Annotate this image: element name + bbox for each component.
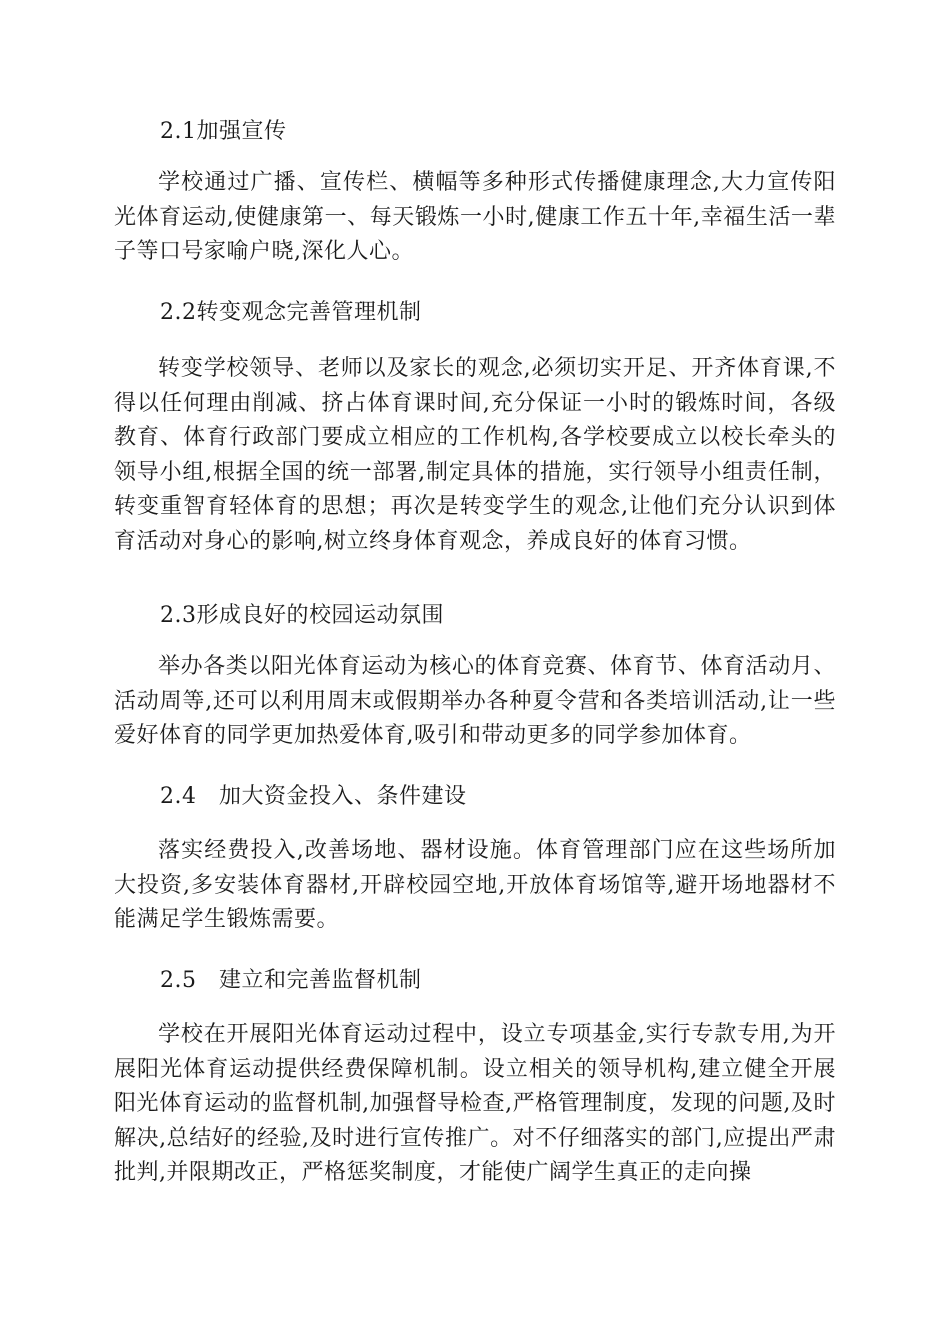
section-heading-2-2: 2.2转变观念完善管理机制 <box>160 300 422 325</box>
section-body-2-1: 学校通过广播、宣传栏、横幅等多种形式传播健康理念,大力宣传阳光体育运动,使健康第一、每天锻炼一小时,健康工作五十年,幸福生活一辈子等口号家喻户晓,深化人心。 <box>114 170 836 264</box>
section-heading-2-4: 2.4 加大资金投入、条件建设 <box>160 784 467 809</box>
section-heading-2-3: 2.3形成良好的校园运动氛围 <box>160 603 444 628</box>
section-body-2-2: 转变学校领导、老师以及家长的观念,必须切实开足、开齐体育课,不得以任何理由削减、挤占体育课时间,充分保证一小时的锻炼时间，各级教育、体育行政部门要成立相应的工作机构,各学校要成立以校长牵头的领导小组,根据全国的统一部署,制定具体的措施，实行领导小组责任制，转变重智育轻体育的思想；再次是转变学生的观念,让他们充分认识到体育活动对身心的影响,树立终身体育观念，养成良好的体育习惯。 <box>114 356 836 554</box>
section-heading-2-5: 2.5 建立和完善监督机制 <box>160 968 422 993</box>
section-body-2-5: 学校在开展阳光体育运动过程中，设立专项基金,实行专款专用,为开展阳光体育运动提供经费保障机制。设立相关的领导机构,建立健全开展阳光体育运动的监督机制,加强督导检查,严格管理制度，发现的问题,及时解决,总结好的经验,及时进行宣传推广。对不仔细落实的部门,应提出严肃批判,并限期改正，严格惩奖制度，才能使广阔学生真正的走向操 <box>114 1022 836 1185</box>
section-body-2-3: 举办各类以阳光体育运动为核心的体育竞赛、体育节、体育活动月、活动周等,还可以利用周末或假期举办各种夏令营和各类培训活动,让一些爱好体育的同学更加热爱体育,吸引和带动更多的同学参加体育。 <box>114 654 836 748</box>
section-heading-2-1: 2.1加强宣传 <box>160 119 287 144</box>
section-body-2-4: 落实经费投入,改善场地、器材设施。体育管理部门应在这些场所加大投资,多安装体育器材,开辟校园空地,开放体育场馆等,避开场地器材不能满足学生锻炼需要。 <box>114 838 836 932</box>
